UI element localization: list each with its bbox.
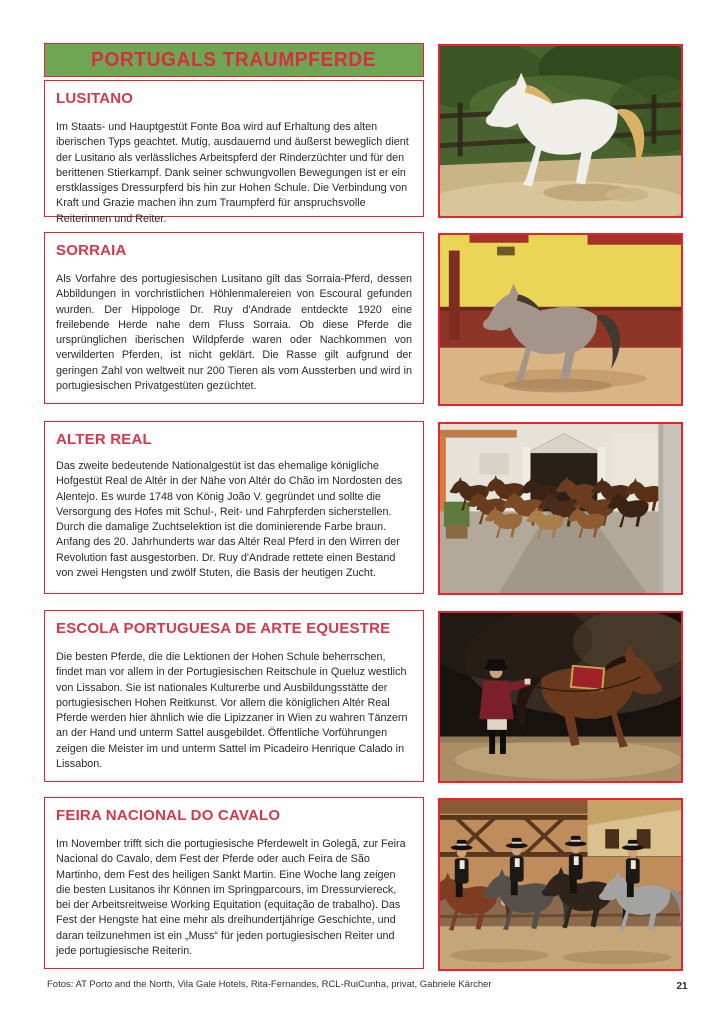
section-lusitano (44, 80, 424, 225)
section-body: Im November trifft sich die portugiesische Pferdewelt in Golegã, zur Feira Nacional do Cavalo, dem Fest der Pferde oder auch Feira de São Martinho, dem Fest des heiligen Sankt Martin. Eine Woche lang zeigen die besten Lusitanos ihr Können im Springparcours, im Dressurviereck, bei der Arbeitsreitweise Working Equitation (equitação de trabalho). Das Fest der Hengste hat eine mehr als dreihundertjährige Geschichte, und daran teilzunehmen ist ein „Muss“ für jeden portugiesischen Reiter und jede portugiesische Reiterin. (56, 838, 406, 958)
escola-photo-illustration (440, 613, 681, 781)
photo-alter-real-herd (438, 422, 683, 595)
section-sorraia (44, 232, 424, 404)
photo-sorraia (438, 233, 683, 406)
section-escola (44, 610, 424, 782)
alter-real-photo-illustration (440, 424, 681, 593)
page-title: PORTUGALS TRAUMPFERDE (91, 48, 377, 71)
section-body: Im Staats- und Hauptgestüt Fonte Boa wird auf Erhaltung des alten iberischen Typs geachtet. Mutig, ausdauernd und äußerst beweglich dient der Lusitano als verlässliches Arbeitspferd der Rinderzüchter und für den berittenen Stierkampf. Dank seiner schwungvollen Bewegungen ist er ein erstklassiges Dressurpferd bis hin zur Hohen Schule. Die Verbindung von Kraft und Grazie machen ihn zum Traumpferd für anspruchsvolle Reiterinnen und Reiter. (56, 121, 409, 225)
section-heading: FEIRA NACIONAL DO CAVALO (56, 807, 281, 824)
section-heading: ESCOLA PORTUGUESA DE ARTE EQUESTRE (56, 620, 391, 637)
sorraia-photo-illustration (440, 235, 681, 404)
section-body: Als Vorfahre des portugiesischen Lusitano gilt das Sorraia-Pferd, dessen Abbildungen in vorchristlichen Höhlenmalereien von Escoural gefunden wurden. Der Hippologe Dr. Ruy d'Andrade entdeckte 1920 eine freilebende Herde nahe dem Fluss Sorraia. Ob diese Pferde die ursprünglichen iberischen Wildpferde waren oder Nachkommen von verwilderten Pferden, ist nicht geklärt. Die Rasse gilt aufgrund der geringen Zahl von weltweit nur 200 Tieren als vom Aussterben und wird in portugiesischen Privatgestüten gezüchtet. (56, 273, 412, 393)
photo-escola (438, 611, 683, 783)
photo-credits: Fotos: AT Porto and the North, Vila Gale Hotels, Rita-Fernandes, RCL-RuiCunha, privat, Gabriele Kärcher (47, 979, 492, 990)
section-heading: SORRAIA (56, 242, 127, 259)
lusitano-photo-illustration (440, 46, 681, 216)
page-number: 21 (676, 981, 688, 992)
photo-lusitano (438, 44, 683, 218)
section-body: Das zweite bedeutende Nationalgestüt ist das ehemalige königliche Hofgestüt Real de Altér in der Nähe von Altér do Chão im Nordosten des Alentejo. Es wurde 1748 von König João V. gegründet und sollte die Versorgung des Hofes mit Schul-, Reit- und Fahrpferden sicherstellen. Durch die damalige Zuchtselektion ist die dominierende Farbe braun. Anfang des 20. Jahrhunderts war das Altér Real Pferd in den Wirren der Revolution fast ausgestorben. Dr. Ruy d'Andrade rettete einen Bestand von zwei Hengsten und zwölf Stuten, die Basis der heutigen Zucht. (56, 460, 403, 580)
feira-photo-illustration (440, 800, 681, 969)
section-feira (44, 797, 424, 969)
section-heading: LUSITANO (56, 90, 134, 107)
section-alter-real (44, 421, 424, 594)
section-heading: ALTER REAL (56, 431, 152, 448)
photo-feira (438, 798, 683, 971)
page-banner (44, 43, 424, 77)
section-body: Die besten Pferde, die die Lektionen der Hohen Schule beherrschen, findet man vor allem in der Portugiesischen Reitschule in Queluz westlich von Lissabon. Sie ist nationales Kulturerbe und Ausbildungsstätte der portugiesischen Hohen Reitkunst. Vor allem die königlichen Altér Real Pferde werden hier ähnlich wie die Lipizzaner in Wien zu wahren Tänzern an der Hand und unterm Sattel ausgebildet. Öffentliche Vorführungen zeigen die Meister im und unterm Sattel im Picadeiro Henrique Calado in Lissabon. (56, 651, 408, 771)
